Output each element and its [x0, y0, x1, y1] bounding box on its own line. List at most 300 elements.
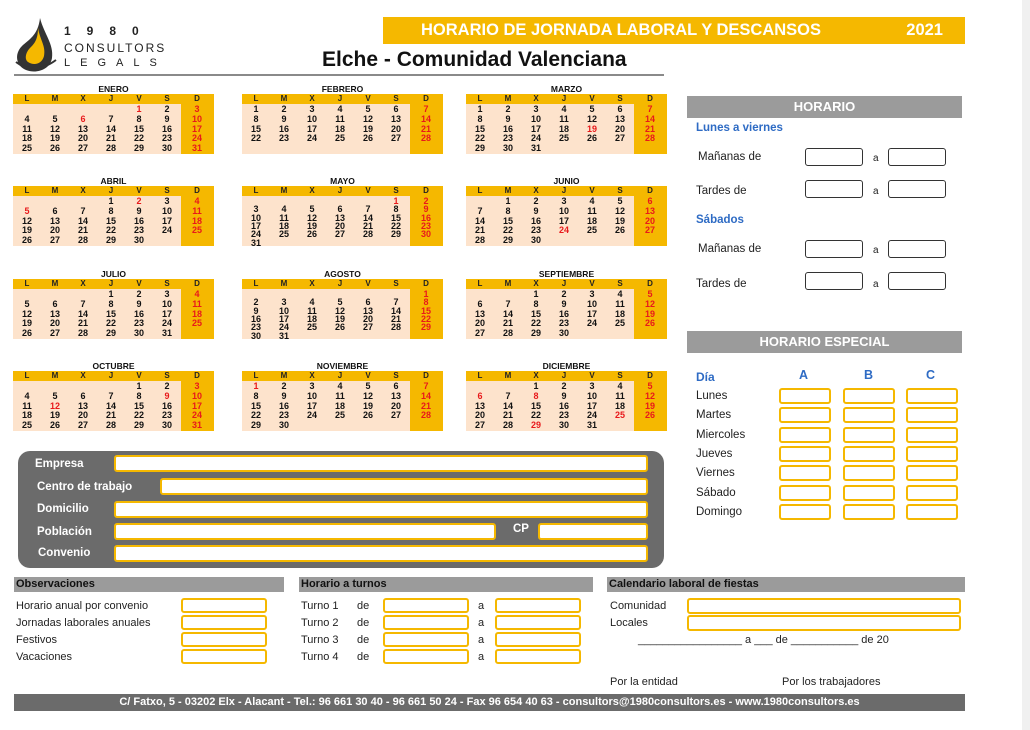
calendar-day: 13 — [614, 113, 625, 124]
calendar-day: 7 — [505, 390, 511, 401]
calendar-day: 18 — [334, 400, 345, 411]
to-label: a — [478, 617, 485, 629]
weekday-label: L — [253, 186, 259, 195]
month-name: DICIEMBRE — [542, 361, 591, 371]
comunidad-input[interactable] — [687, 598, 961, 614]
special-a-input[interactable] — [779, 407, 831, 423]
calendar-day: 26 — [586, 133, 597, 144]
calendar-day: 22 — [530, 318, 541, 329]
calendar-day: 12 — [362, 390, 373, 401]
calendar-day: 5 — [647, 289, 653, 299]
special-c-input[interactable] — [906, 407, 958, 423]
weekday-label: S — [164, 94, 170, 103]
calendar-day: 25 — [191, 318, 202, 329]
weekday-label: L — [24, 371, 30, 380]
calendar-day: 23 — [133, 225, 144, 236]
special-a-input[interactable] — [779, 465, 831, 481]
calendar-day: 14 — [362, 212, 373, 223]
calendar-day: 2 — [505, 104, 511, 114]
calendar-day: 5 — [647, 381, 653, 391]
month-name: OCTUBRE — [92, 361, 135, 371]
calendar-day: 11 — [22, 123, 32, 134]
calendar-day: 18 — [191, 308, 202, 319]
calendar-day: 24 — [306, 410, 317, 421]
calendar-day: 5 — [365, 104, 371, 114]
calendar-day: 21 — [502, 318, 513, 329]
calendar-day: 16 — [161, 400, 172, 411]
saturday-afternoons-label: Tardes de — [696, 278, 747, 290]
calendar-day: 24 — [530, 133, 541, 144]
month-julio — [13, 269, 214, 339]
weekday-label: J — [337, 186, 343, 195]
day-column-label: Día — [696, 370, 715, 384]
weekday-morning-to-input[interactable] — [888, 148, 946, 166]
calendar-day: 17 — [278, 313, 289, 324]
calendar-day: 20 — [77, 133, 88, 144]
calendar-day: 6 — [393, 104, 399, 114]
calendar-day: 13 — [644, 205, 655, 216]
calendar-day: 28 — [502, 420, 513, 431]
logo-year: 1980 — [64, 24, 155, 38]
saturday-morning-to-input[interactable] — [888, 240, 946, 258]
calendar-day: 15 — [420, 305, 431, 316]
calendar-day: 1 — [253, 381, 259, 391]
calendar-day: 7 — [80, 298, 86, 309]
cp-input[interactable] — [538, 523, 648, 540]
special-a-input[interactable] — [779, 504, 831, 520]
calendar-day: 16 — [161, 123, 172, 134]
weekday-label: X — [80, 186, 86, 195]
weekday-label: D — [423, 186, 429, 195]
weekday-label: S — [393, 279, 399, 288]
special-a-input[interactable] — [779, 446, 831, 462]
turno-label: Turno 2 — [301, 617, 339, 629]
special-c-input[interactable] — [906, 485, 958, 501]
weekday-label: S — [617, 371, 623, 380]
calendar-day: 17 — [191, 400, 202, 411]
calendar-day: 30 — [278, 420, 289, 431]
calendar-day: 29 — [420, 322, 431, 333]
calendar-day: 16 — [558, 308, 569, 319]
observaciones-label: Vacaciones — [16, 651, 73, 663]
weekday-label: J — [561, 371, 567, 380]
special-b-input[interactable] — [843, 485, 895, 501]
calendar-day: 22 — [105, 225, 116, 236]
calendar-day: 31 — [278, 330, 289, 341]
calendar-day: 19 — [49, 410, 60, 421]
calendar-day: 10 — [250, 212, 261, 223]
turno-end-input[interactable] — [495, 615, 581, 630]
calendar-day: 19 — [644, 400, 655, 411]
page-edge — [1022, 0, 1030, 730]
to-label: a — [478, 600, 485, 612]
calendar-day: 6 — [365, 297, 371, 308]
column-a-label: A — [799, 368, 809, 382]
calendar-day: 16 — [250, 313, 261, 324]
special-b-input[interactable] — [843, 504, 895, 520]
calendar-day: 18 — [306, 313, 317, 324]
calendar-day: 30 — [133, 235, 144, 246]
calendar-day: 7 — [423, 104, 429, 114]
to-label: a — [873, 279, 879, 290]
special-c-input[interactable] — [906, 504, 958, 520]
calendar-day: 4 — [617, 289, 623, 299]
month-name: NOVIEMBRE — [316, 361, 369, 371]
calendar-day: 1 — [477, 104, 483, 114]
weekday-label: S — [393, 186, 399, 195]
horario-header: HORARIO — [687, 96, 962, 118]
weekday-afternoon-to-input[interactable] — [888, 180, 946, 198]
calendar-day: 28 — [644, 133, 655, 144]
calendar-day: 21 — [105, 133, 116, 144]
calendar-day: 3 — [164, 196, 170, 206]
calendar-day: 28 — [362, 229, 373, 240]
calendar-day: 9 — [281, 390, 287, 401]
calendar-day: 22 — [390, 220, 401, 231]
calendar-day: 1 — [423, 289, 429, 299]
calendar-day: 7 — [423, 381, 429, 391]
month-abril — [13, 176, 214, 246]
turno-start-input[interactable] — [383, 649, 469, 664]
month-enero — [13, 84, 214, 154]
calendar-day: 17 — [306, 123, 317, 134]
weekday-label: J — [561, 279, 567, 288]
from-label: de — [357, 617, 370, 629]
special-c-input[interactable] — [906, 465, 958, 481]
special-b-input[interactable] — [843, 427, 895, 443]
calendar-day: 16 — [133, 308, 144, 319]
calendar-day: 15 — [105, 215, 116, 226]
calendar-day: 26 — [362, 410, 373, 421]
calendar-day: 24 — [586, 410, 597, 421]
month-grid — [242, 279, 443, 339]
calendar-day: 8 — [108, 205, 114, 216]
calendar-day: 16 — [530, 215, 541, 226]
calendar-day: 27 — [77, 420, 88, 431]
observaciones-input[interactable] — [181, 632, 267, 647]
weekday-label: L — [253, 371, 259, 380]
calendar-day: 5 — [365, 381, 371, 391]
weekday-label: M — [504, 94, 512, 103]
calendar-day: 8 — [136, 113, 142, 124]
calendar-day: 2 — [164, 381, 170, 391]
column-b-label: B — [864, 368, 874, 382]
observaciones-input[interactable] — [181, 598, 267, 613]
calendar-day: 14 — [77, 308, 88, 319]
calendar-day: 27 — [77, 143, 88, 154]
month-diciembre — [466, 361, 667, 431]
turno-label: Turno 3 — [301, 634, 339, 646]
observaciones-label: Festivos — [16, 634, 57, 646]
calendar-day: 17 — [161, 215, 172, 226]
calendar-day: 25 — [306, 322, 317, 333]
calendar-day: 16 — [133, 215, 144, 226]
calendar-day: 8 — [477, 113, 483, 124]
special-a-input[interactable] — [779, 485, 831, 501]
calendar-day: 20 — [644, 215, 655, 226]
calendar-day: 12 — [644, 298, 655, 309]
calendar-day: 27 — [49, 328, 60, 339]
calendar-day: 16 — [502, 123, 513, 134]
calendar-day: 5 — [24, 205, 30, 216]
centro-label: Centro de trabajo — [37, 481, 133, 493]
saturday-afternoon-from-input[interactable] — [805, 272, 863, 290]
calendar-day: 27 — [390, 133, 401, 144]
month-name: MAYO — [330, 176, 355, 186]
weekday-label: M — [51, 279, 59, 288]
calendar-day: 9 — [561, 298, 567, 309]
calendar-day: 13 — [474, 308, 485, 319]
observaciones-title: Observaciones — [16, 578, 95, 590]
weekday-label: X — [80, 279, 86, 288]
special-b-input[interactable] — [843, 465, 895, 481]
calendar-day: 8 — [505, 205, 511, 216]
calendar-day: 23 — [161, 133, 172, 144]
special-day-label: Domingo — [696, 505, 743, 518]
calendar-day: 12 — [49, 123, 60, 134]
calendar-day: 1 — [533, 381, 539, 391]
calendar-day: 13 — [49, 308, 60, 319]
special-c-input[interactable] — [906, 388, 958, 404]
turno-end-input[interactable] — [495, 598, 581, 613]
calendar-day: 12 — [334, 305, 345, 316]
calendar-day: 2 — [136, 289, 142, 299]
weekday-label: X — [80, 94, 86, 103]
saturday-mornings-label: Mañanas de — [698, 243, 762, 255]
calendar-day: 18 — [21, 410, 32, 421]
special-c-input[interactable] — [906, 427, 958, 443]
calendar-day: 27 — [474, 420, 485, 431]
weekday-label: D — [423, 371, 429, 380]
calendar-day: 31 — [530, 143, 541, 154]
calendar-day: 27 — [644, 225, 655, 236]
weekday-label: S — [393, 371, 399, 380]
calendar-day: 10 — [191, 113, 202, 124]
calendar-day: 30 — [530, 235, 541, 246]
calendar-day: 24 — [586, 318, 597, 329]
month-name: ABRIL — [100, 176, 127, 186]
calendar-day: 25 — [278, 229, 289, 240]
calendar-day: 29 — [502, 235, 513, 246]
calendar-day: 23 — [530, 225, 541, 236]
locales-input[interactable] — [687, 615, 961, 631]
calendar-day: 19 — [362, 400, 373, 411]
month-grid — [466, 186, 667, 246]
calendar-day: 8 — [136, 390, 142, 401]
calendar-day: 13 — [474, 400, 485, 411]
special-day-label: Martes — [696, 409, 732, 422]
calendar-day: 23 — [133, 318, 144, 329]
workers-signature-label: Por los trabajadores — [782, 676, 881, 688]
weekday-label: L — [477, 371, 483, 380]
month-octubre — [13, 361, 214, 431]
calendar-day: 23 — [278, 410, 289, 421]
calendar-day: 12 — [21, 215, 32, 226]
special-b-input[interactable] — [843, 446, 895, 462]
calendar-day: 8 — [253, 390, 259, 401]
calendar-day: 29 — [133, 420, 144, 431]
calendar-day: 1 — [505, 196, 511, 206]
calendar-day: 4 — [194, 196, 200, 206]
calendar-day: 27 — [390, 410, 401, 421]
calendar-day: 15 — [250, 400, 261, 411]
calendar-day: 19 — [49, 133, 60, 144]
weekday-label: V — [589, 94, 595, 103]
calendar-day: 30 — [502, 143, 513, 154]
centro-input[interactable] — [160, 478, 648, 495]
document-title: HORARIO DE JORNADA LABORAL Y DESCANSOS — [421, 21, 822, 39]
saturday-afternoon-to-input[interactable] — [888, 272, 946, 290]
calendar-day: 29 — [133, 143, 144, 154]
calendar-day: 26 — [334, 322, 345, 333]
calendar-day: 8 — [393, 204, 399, 215]
calendar-day: 14 — [390, 305, 401, 316]
weekday-label: J — [561, 94, 567, 103]
turno-end-input[interactable] — [495, 632, 581, 647]
empresa-input[interactable] — [114, 455, 648, 472]
calendar-day: 31 — [250, 237, 261, 248]
poblacion-input[interactable] — [114, 523, 496, 540]
calendar-day: 11 — [192, 205, 202, 216]
calendar-day: 14 — [105, 400, 116, 411]
weekday-label: V — [365, 371, 371, 380]
weekday-afternoons-label: Tardes de — [696, 185, 747, 197]
calendar-day: 3 — [589, 381, 595, 391]
weekday-label: M — [280, 94, 288, 103]
calendar-day: 14 — [502, 400, 513, 411]
calendar-day: 4 — [24, 113, 30, 124]
special-b-input[interactable] — [843, 407, 895, 423]
convenio-input[interactable] — [114, 545, 648, 562]
calendar-day: 25 — [334, 133, 345, 144]
calendar-day: 3 — [309, 381, 315, 391]
calendar-day: 3 — [589, 289, 595, 299]
turno-start-input[interactable] — [383, 615, 469, 630]
calendar-day: 28 — [77, 235, 88, 246]
calendar-day: 24 — [278, 322, 289, 333]
calendar-day: 17 — [250, 220, 261, 231]
weekday-label: D — [647, 279, 653, 288]
calendar-day: 25 — [334, 410, 345, 421]
weekday-label: X — [80, 371, 86, 380]
month-grid — [242, 94, 443, 154]
month-febrero — [242, 84, 443, 154]
calendar-day: 16 — [278, 400, 289, 411]
calendar-day: 17 — [586, 400, 597, 411]
calendar-day: 25 — [586, 225, 597, 236]
calendar-day: 21 — [77, 225, 88, 236]
calendar-day: 28 — [390, 322, 401, 333]
calendar-day: 10 — [161, 205, 172, 216]
calendar-day: 20 — [390, 123, 401, 134]
calendar-day: 4 — [589, 196, 595, 206]
calendar-day: 12 — [306, 212, 317, 223]
calendar-day: 13 — [77, 400, 88, 411]
from-label: de — [357, 651, 370, 663]
weekday-label: L — [24, 186, 30, 195]
special-b-input[interactable] — [843, 388, 895, 404]
calendar-day: 30 — [558, 328, 569, 339]
calendar-day: 31 — [191, 143, 202, 154]
turno-end-input[interactable] — [495, 649, 581, 664]
calendar-day: 10 — [306, 390, 317, 401]
calendar-day: 31 — [191, 420, 202, 431]
calendar-day: 18 — [334, 123, 345, 134]
calendar-day: 22 — [502, 225, 513, 236]
month-mayo — [242, 176, 443, 246]
month-name: ENERO — [98, 84, 129, 94]
observaciones-input[interactable] — [181, 615, 267, 630]
calendar-day: 26 — [49, 420, 60, 431]
observaciones-label: Jornadas laborales anuales — [16, 617, 151, 629]
saturday-label: Sábados — [696, 214, 744, 226]
calendar-day: 2 — [423, 196, 429, 206]
domicilio-input[interactable] — [114, 501, 648, 518]
weekday-label: V — [136, 279, 142, 288]
weekday-label: V — [589, 279, 595, 288]
calendar-day: 9 — [533, 205, 539, 216]
calendar-day: 6 — [393, 381, 399, 391]
weekday-label: V — [136, 186, 142, 195]
weekday-label: X — [533, 371, 539, 380]
calendar-day: 4 — [561, 104, 567, 114]
calendar-day: 17 — [586, 308, 597, 319]
calendar-day: 21 — [502, 410, 513, 421]
calendar-day: 7 — [505, 298, 511, 309]
month-grid — [13, 371, 214, 431]
weekday-afternoon-from-input[interactable] — [805, 180, 863, 198]
calendar-day: 22 — [250, 133, 261, 144]
calendar-day: 14 — [502, 308, 513, 319]
calendar-day: 17 — [306, 400, 317, 411]
month-septiembre — [466, 269, 667, 339]
calendar-day: 9 — [253, 305, 259, 316]
calendar-day: 7 — [80, 205, 86, 216]
calendar-day: 1 — [533, 289, 539, 299]
calendar-day: 24 — [558, 225, 569, 236]
calendar-day: 22 — [133, 133, 144, 144]
fiestas-title: Calendario laboral de fiestas — [609, 578, 759, 590]
calendar-day: 30 — [558, 420, 569, 431]
weekday-morning-from-input[interactable] — [805, 148, 863, 166]
turno-start-input[interactable] — [383, 632, 469, 647]
calendar-day: 7 — [647, 104, 653, 114]
calendar-day: 6 — [80, 113, 86, 124]
calendar-day: 25 — [21, 143, 32, 154]
calendar-day: 12 — [49, 400, 60, 411]
month-grid — [13, 186, 214, 246]
calendar-day: 18 — [278, 220, 289, 231]
calendar-day: 14 — [644, 113, 655, 124]
calendar-day: 12 — [644, 390, 655, 401]
weekday-label: S — [393, 94, 399, 103]
saturday-morning-from-input[interactable] — [805, 240, 863, 258]
special-day-label: Lunes — [696, 390, 728, 402]
turno-start-input[interactable] — [383, 598, 469, 613]
special-a-input[interactable] — [779, 427, 831, 443]
calendar-day: 5 — [52, 113, 58, 124]
special-c-input[interactable] — [906, 446, 958, 462]
observaciones-input[interactable] — [181, 649, 267, 664]
month-grid — [242, 371, 443, 431]
special-a-input[interactable] — [779, 388, 831, 404]
calendar-day: 9 — [164, 390, 170, 401]
calendar-day: 8 — [423, 297, 429, 308]
weekday-label: L — [253, 279, 259, 288]
calendar-day: 11 — [615, 390, 625, 401]
calendar-day: 15 — [133, 400, 144, 411]
weekday-label: D — [194, 279, 200, 288]
